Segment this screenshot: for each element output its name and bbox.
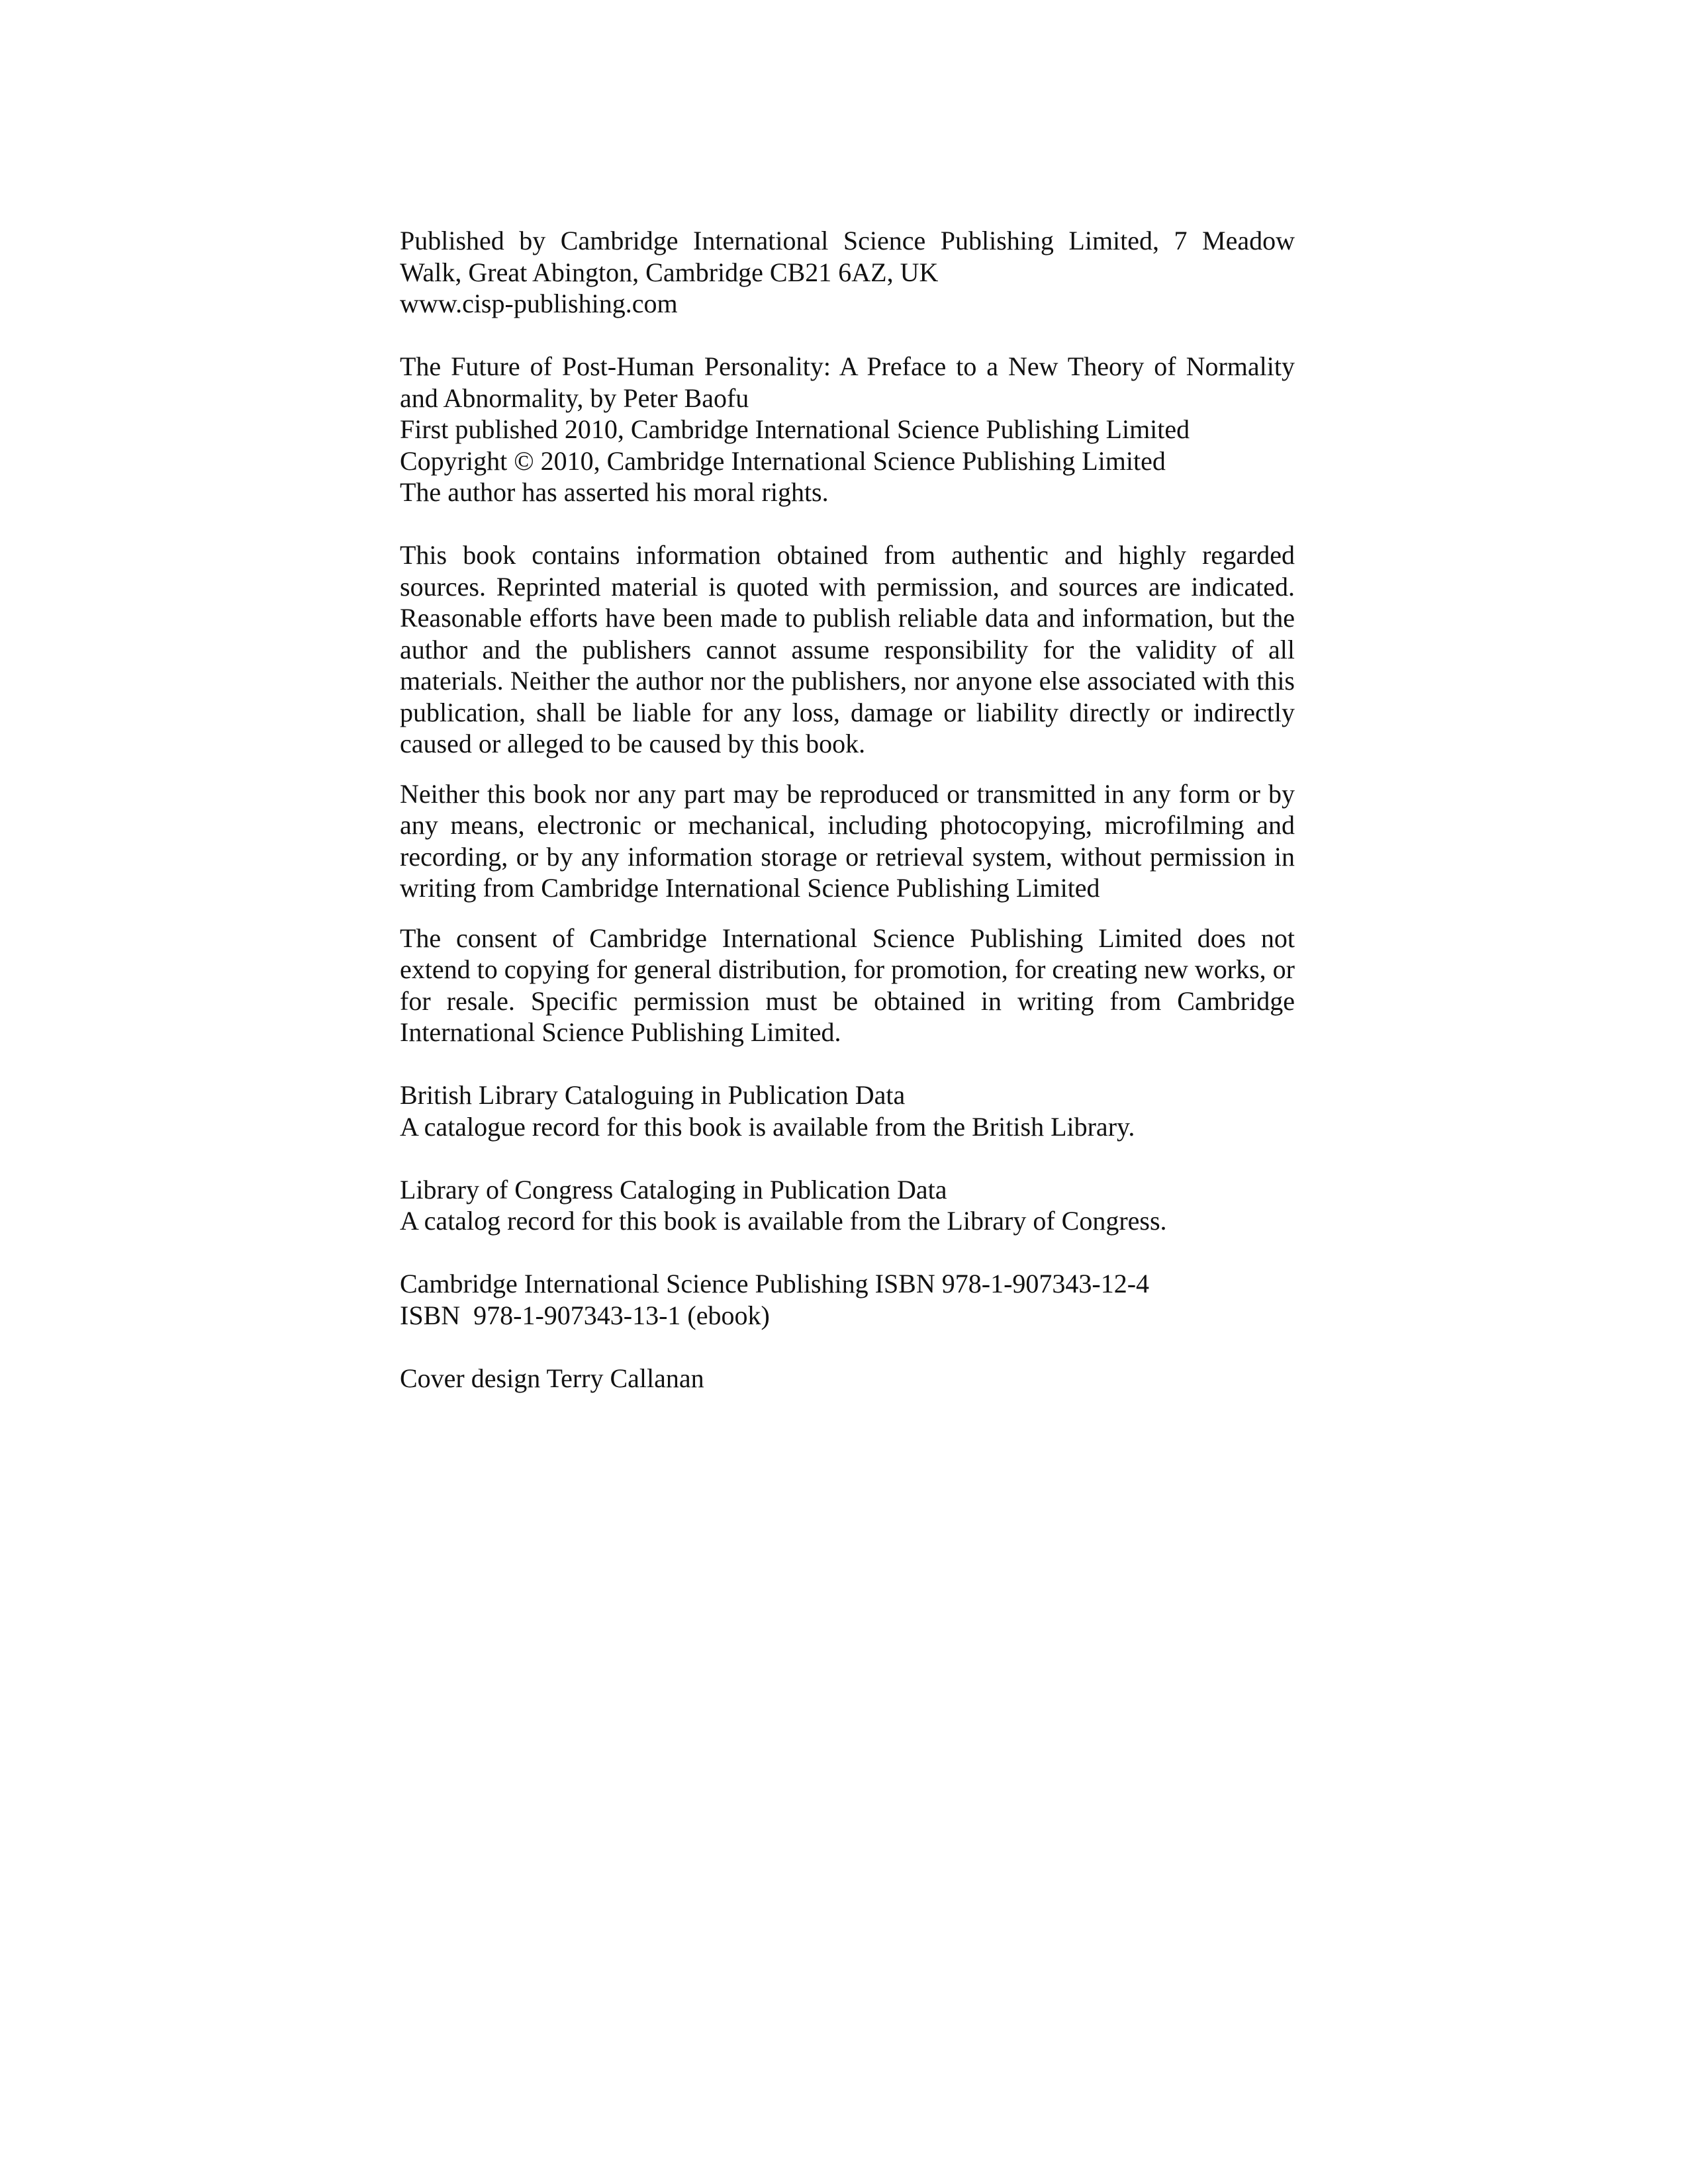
- cover-design-credit: Cover design Terry Callanan: [400, 1363, 704, 1393]
- reproduction-notice: Neither this book nor any part may be reproduced or transmitted in any form or by any means, electronic or mechanical, including photocopying, microfilming and recording, or by any information storage or retrieval system, without permission in writing from Cambridge International Science Publishing Limited: [400, 778, 1295, 903]
- title-block: [400, 351, 1295, 508]
- copyright-page: [400, 225, 1295, 1394]
- british-library-heading: British Library Cataloguing in Publication Data: [400, 1080, 906, 1110]
- moral-rights: The author has asserted his moral rights.: [400, 477, 829, 507]
- library-of-congress-block: [400, 1174, 1295, 1237]
- copyright-line: Copyright © 2010, Cambridge International Science Publishing Limited: [400, 445, 1166, 476]
- disclaimer-paragraph: This book contains information obtained from authentic and highly regarded sources. Reprinted material is quoted with permission, and sources are indicated. Reasonable efforts have been made to publish reliable data and information, but the author and the publishers cannot assume responsibility for the validity of all materials. Neither the author nor the publishers, nor anyone else associated with this publication, shall be liable for any loss, damage or liability directly or indirectly caused or alleged to be caused by this book.: [400, 540, 1295, 758]
- british-library-block: [400, 1079, 1295, 1142]
- isbn-block: [400, 1268, 1295, 1331]
- first-published: First published 2010, Cambridge International Science Publishing Limited: [400, 414, 1190, 444]
- publisher-block: [400, 225, 1295, 320]
- library-of-congress-heading: Library of Congress Cataloging in Publication Data: [400, 1174, 947, 1205]
- isbn-print: Cambridge International Science Publishing ISBN 978-1-907343-12-4: [400, 1269, 1150, 1298]
- british-library-text: A catalogue record for this book is available from the British Library.: [400, 1111, 1135, 1142]
- isbn-ebook: ISBN 978-1-907343-13-1 (ebook): [400, 1300, 770, 1330]
- library-of-congress-text: A catalog record for this book is available from the Library of Congress.: [400, 1206, 1167, 1236]
- publisher-website: www.cisp-publishing.com: [400, 289, 678, 318]
- publisher-address: Published by Cambridge International Science Publishing Limited, 7 Meadow Walk, Great Abington, Cambridge CB21 6AZ, UK: [400, 226, 1295, 287]
- consent-notice: The consent of Cambridge International Science Publishing Limited does not extend to copying for general distribution, for promotion, for creating new works, or for resale. Specific permission must be obtained in writing from Cambridge International Science Publishing Limited.: [400, 923, 1295, 1047]
- book-title-author: The Future of Post-Human Personality: A Preface to a New Theory of Normality and Abnormality, by Peter Baofu: [400, 351, 1295, 413]
